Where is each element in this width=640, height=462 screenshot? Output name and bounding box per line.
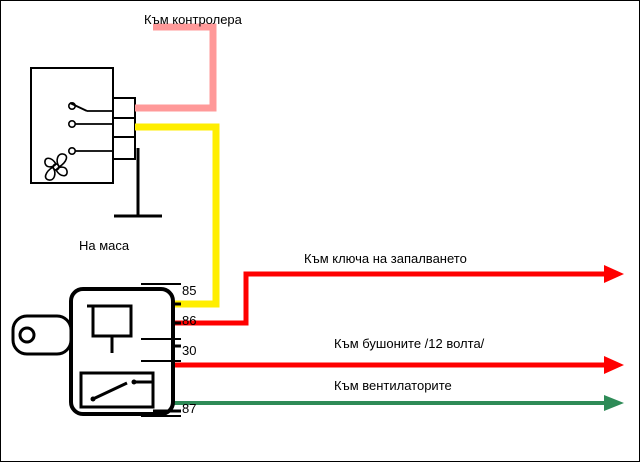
arrow-fans [604, 395, 624, 411]
label-to-fuses: Към бушоните /12 волта/ [334, 336, 485, 351]
relay-coil [93, 306, 131, 336]
label-to-ground: На маса [79, 238, 130, 253]
label-to-controller: Към контролера [144, 12, 242, 27]
label-to-fans: Към вентилаторите [334, 378, 452, 393]
arrow-ignition [604, 265, 624, 283]
pin-label-87: 87 [182, 401, 197, 416]
relay-body [13, 289, 173, 414]
sensor-terminal-block [113, 98, 135, 159]
pin-label-30: 30 [182, 343, 197, 358]
relay-mount-hole [20, 328, 34, 342]
arrow-fuses [604, 356, 624, 374]
wiring-diagram-svg [1, 1, 640, 462]
wire-pink-to-controller [135, 27, 213, 108]
label-to-ignition-switch: Към ключа на запалването [304, 251, 467, 266]
pin-label-85: 85 [182, 283, 197, 298]
sensor-box [31, 68, 113, 183]
relay-contacts [81, 373, 153, 407]
wire-red-to-ignition [173, 274, 604, 323]
pin-label-86: 86 [182, 313, 197, 328]
